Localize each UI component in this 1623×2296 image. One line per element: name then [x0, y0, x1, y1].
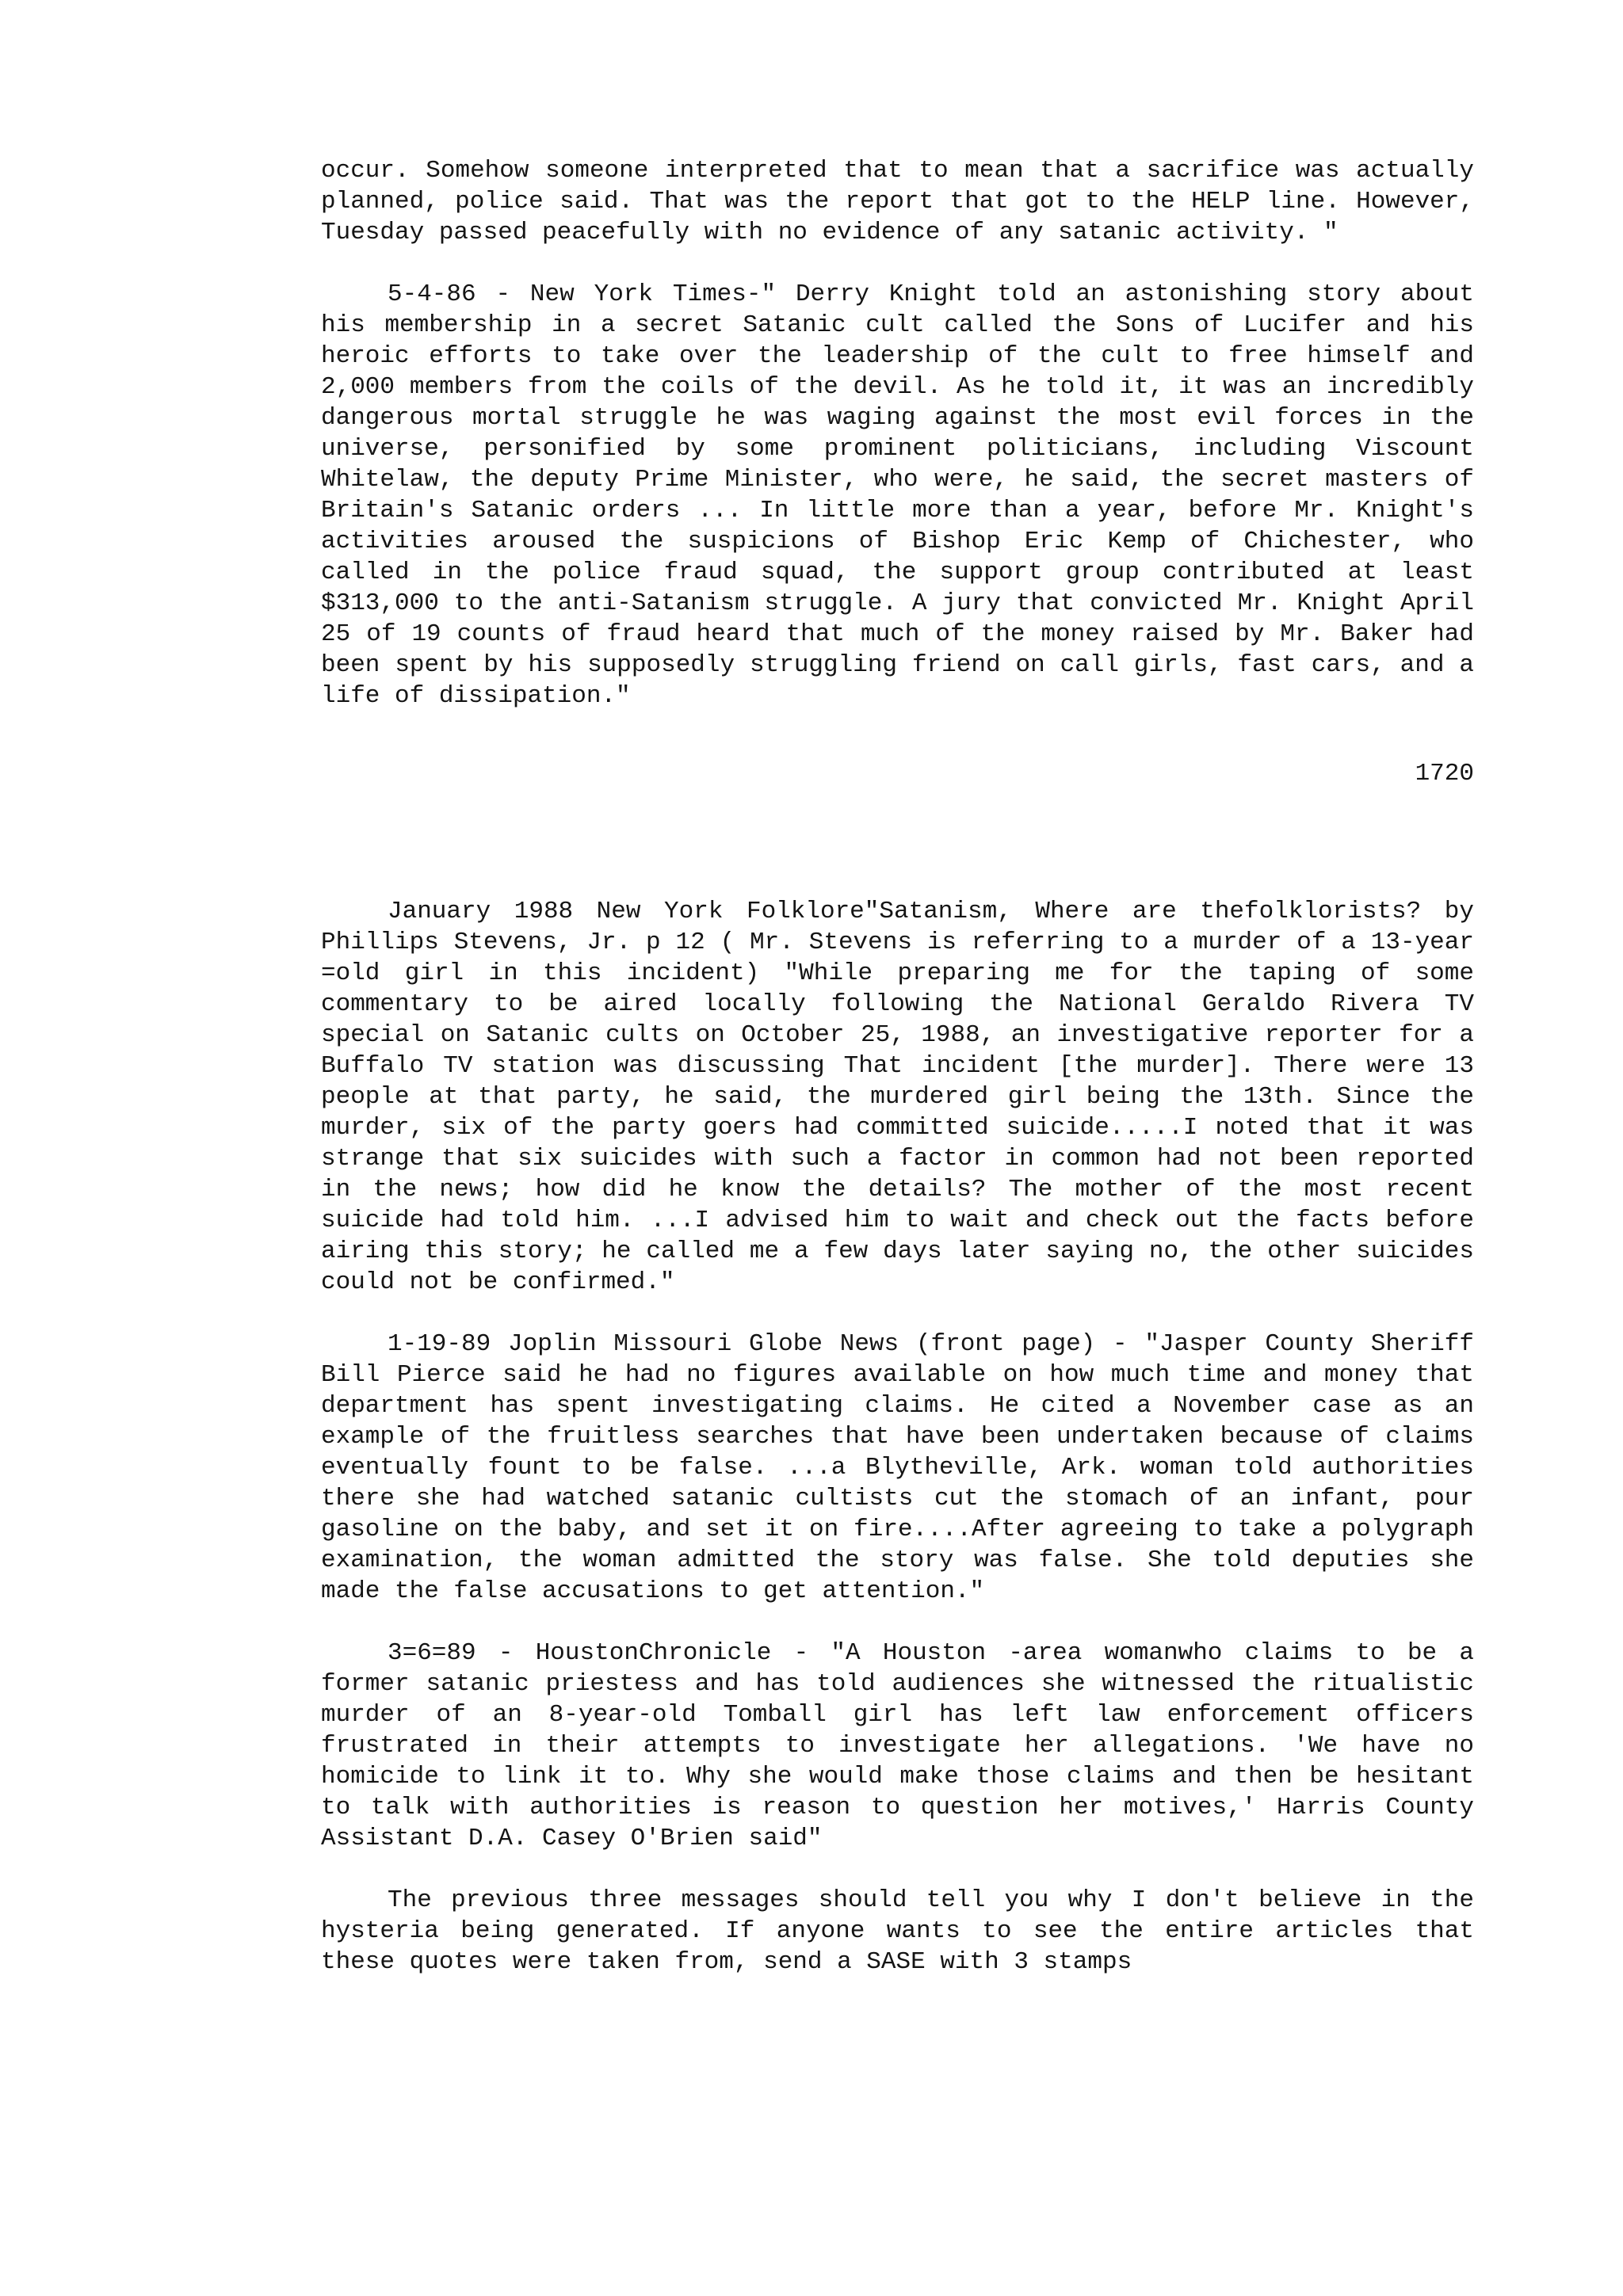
paragraph-joplin-globe-news: 1-19-89 Joplin Missouri Globe News (front page) - "Jasper County Sheriff Bill Pierce said he had no figures available on how much time and money that department has spent investigating claims. He cited a November case as an example of the fruitless searches that have been undertaken because of claims eventually fount to be false. ...a Blytheville, Ark. woman told authorities there she had watched satanic cultists cut the stomach of an infant, pour gasoline on the baby, and set it on fire....After agreeing to take a polygraph examination, the woman admitted the story was false. She told deputies she made the false accusations to get attention." [321, 1330, 1474, 1605]
page-number: 1720 [1415, 760, 1474, 788]
paragraph-occur-continuation: occur. Somehow someone interpreted that to mean that a sacrifice was actually planned, police said. That was the report that got to the HELP line. However, Tuesday passed peacefully with no evidence of any satanic activity. " [321, 157, 1474, 246]
paragraph-closing-remarks: The previous three messages should tell you why I don't believe in the hysteria being generated. If anyone wants to see the entire articles that these quotes were taken from, send a SASE with 3 stamps [321, 1886, 1474, 1976]
paragraph-new-york-times: 5-4-86 - New York Times-" Derry Knight told an astonishing story about his membership in a secret Satanic cult called the Sons of Lucifer and his heroic efforts to take over the leadership of the cult to free himself and 2,000 members from the coils of the devil. As he told it, it was an incredibly dangerous mortal struggle he was waging against the most evil forces in the universe, personified by some prominent politicians, including Viscount Whitelaw, the deputy Prime Minister, who were, he said, the secret masters of Britain's Satanic orders ... In little more than a year, before Mr. Knight's activities aroused the suspicions of Bishop Eric Kemp of Chichester, who called in the police fraud squad, the support group contributed at least $313,000 to the anti-Satanism struggle. A jury that convicted Mr. Knight April 25 of 19 counts of fraud heard that much of the money raised by Mr. Baker had been spent by his supposedly struggling friend on call girls, fast cars, and a life of dissipation." [321, 280, 1474, 710]
document-body [321, 155, 1474, 2008]
paragraph-houston-chronicle: 3=6=89 - HoustonChronicle - "A Houston -area womanwho claims to be a former satanic priestess and has told audiences she witnessed the ritualistic murder of an 8-year-old Tomball girl has left law enforcement officers frustrated in their attempts to investigate her allegations. 'We have no homicide to link it to. Why she would make those claims and then be hesitant to talk with authorities is reason to question her motives,' Harris County Assistant D.A. Casey O'Brien said" [321, 1639, 1474, 1852]
paragraph-new-york-folklore: January 1988 New York Folklore"Satanism, Where are thefolklorists? by Phillips Stevens, Jr. p 12 ( Mr. Stevens is referring to a murder of a 13-year =old girl in this incident) "While preparing me for the taping of some commentary to be aired locally following the National Geraldo Rivera TV special on Satanic cults on October 25, 1988, an investigative reporter for a Buffalo TV station was discussing That incident [the murder]. There were 13 people at that party, he said, the murdered girl being the 13th. Since the murder, six of the party goers had committed suicide.....I noted that it was strange that six suicides with such a factor in common had not been reported in the news; how did he know the details? The mother of the most recent suicide had told him. ...I advised him to wait and check out the facts before airing this story; he called me a few days later saying no, the other suicides could not be confirmed." [321, 898, 1474, 1296]
page-break [321, 789, 1474, 896]
